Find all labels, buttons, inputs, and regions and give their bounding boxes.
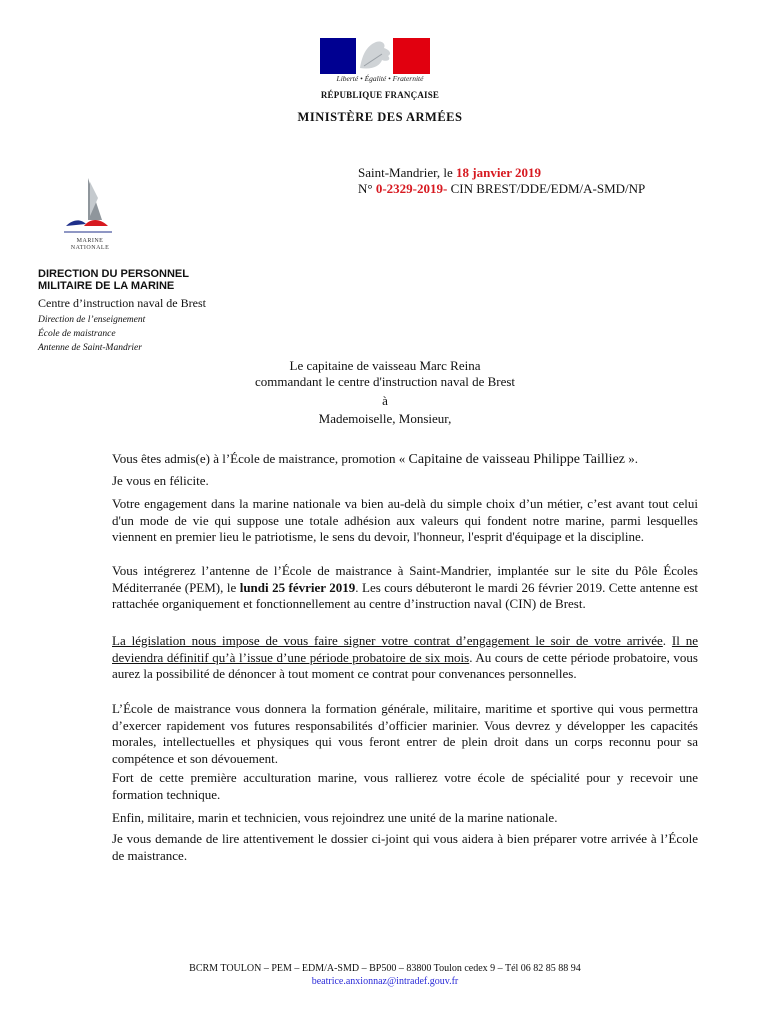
dateline-date: 18 janvier 2019 xyxy=(456,165,542,180)
centre-name: Centre d’instruction naval de Brest xyxy=(38,296,206,310)
paragraph-unite: Enfin, militaire, marin et technicien, vous rejoindrez une unité de la marine nationale. xyxy=(112,810,558,825)
reference-suffix: CIN BREST/DDE/EDM/A-SMD/NP xyxy=(447,181,646,196)
p1-a: Vous êtes admis(e) à l’École de maistrance, promotion « xyxy=(112,451,409,466)
p4-a: Vous intégrerez l’antenne de l’École de maistrance à Saint-Mandrier, implantée sur le site du Pôle Écoles Méditerranée (PEM), le xyxy=(112,563,698,595)
marine-nationale-label xyxy=(60,238,120,252)
paragraph-engagement: Votre engagement dans la marine nationale va bien au-delà du simple choix d’un métier, c’est avant tout celui d'un mode de vie qui suppose une totale adhésion aux valeurs qui fondent notre marine, parmi lesquelles viennent en premier lieu le patriotisme, le sens du devoir, l'honneur, l'esprit d'équipage et la discipline. xyxy=(112,496,698,544)
start-date: lundi 25 février 2019 xyxy=(239,579,356,595)
marianne-logo xyxy=(320,38,430,74)
sub-direction-enseignement: Direction de l’enseignement xyxy=(38,315,146,325)
p5-c: Il ne deviendra définitif qu’à l’issue d’une période probatoire de six mois xyxy=(112,633,699,665)
reference-prefix: N° xyxy=(358,181,376,196)
direction-line-2: MILITAIRE DE LA MARINE xyxy=(38,280,175,292)
direction-line-1: DIRECTION DU PERSONNEL xyxy=(38,268,189,280)
marine-nationale-logo xyxy=(58,176,122,238)
promotion-name: Capitaine de vaisseau Philippe Tailliez xyxy=(408,452,625,467)
sub-antenne: Antenne de Saint-Mandrier xyxy=(38,343,142,353)
paragraph-contract xyxy=(112,633,698,683)
p4-c: . Les cours débuteront le mardi 26 février 2019. Cette antenne est rattachée organiquement et fonctionnellement au centre d’instruction naval (CIN) de Brest. xyxy=(112,579,699,611)
paragraph-felicitations: Je vous en félicite. xyxy=(112,473,209,488)
addressing-line-3: à xyxy=(382,393,388,408)
paragraph-acculturation: Fort de cette première acculturation marine, vous rallierez votre école de spécialité pour y recevoir une formation technique. xyxy=(112,770,698,802)
reference-number: 0-2329-2019- xyxy=(375,181,448,196)
addressing-line-2: commandant le centre d'instruction naval de Brest xyxy=(254,374,516,389)
p5-a: La législation nous impose de vous faire signer votre contrat d’engagement le soir de votre arrivée xyxy=(112,633,663,648)
marine-label-line2: NATIONALE xyxy=(70,245,110,251)
paragraph-integration xyxy=(112,563,698,613)
reference-line xyxy=(358,181,645,197)
paragraph-admission xyxy=(112,451,712,469)
ministry-name: MINISTÈRE DES ARMÉES xyxy=(297,110,463,124)
paragraph-formation: L’École de maistrance vous donnera la formation générale, militaire, maritime et sportive qui vous permettra d’exercer rapidement vos futures responsabilités d’officier marinier. Vous devrez y développer les capacités morales, intellectuelles et physiques qui vous feront entrer de plein droit dans un corps reconnu pour sa compétence et son dévouement. xyxy=(112,701,698,766)
p1-c: ». xyxy=(625,451,638,466)
dateline xyxy=(358,165,541,181)
marine-label-line1: MARINE xyxy=(76,238,104,244)
footer-address: BCRM TOULON – PEM – EDM/A-SMD – BP500 – 83800 Toulon cedex 9 – Tél 06 82 85 88 94 xyxy=(189,963,581,974)
republic-motto: Liberté • Égalité • Fraternité xyxy=(336,74,424,83)
sub-ecole-maistrance: École de maistrance xyxy=(38,329,116,339)
p5-b: . xyxy=(662,633,672,648)
republic-name: RÉPUBLIQUE FRANÇAISE xyxy=(320,90,440,100)
salutation: Mademoiselle, Monsieur, xyxy=(318,411,452,426)
p5-d: . Au cours de cette période probatoire, vous aurez la possibilité de dénoncer à tout moment ce contrat pour convenances personnelles. xyxy=(112,649,698,681)
addressing-line-1: Le capitaine de vaisseau Marc Reina xyxy=(289,358,481,373)
footer-email[interactable]: beatrice.anxionnaz@intradef.gouv.fr xyxy=(311,976,459,987)
dateline-place: Saint-Mandrier, le xyxy=(358,165,457,180)
paragraph-dossier: Je vous demande de lire attentivement le dossier ci-joint qui vous aidera à bien préparer votre arrivée à l’École de maistrance. xyxy=(112,831,698,863)
